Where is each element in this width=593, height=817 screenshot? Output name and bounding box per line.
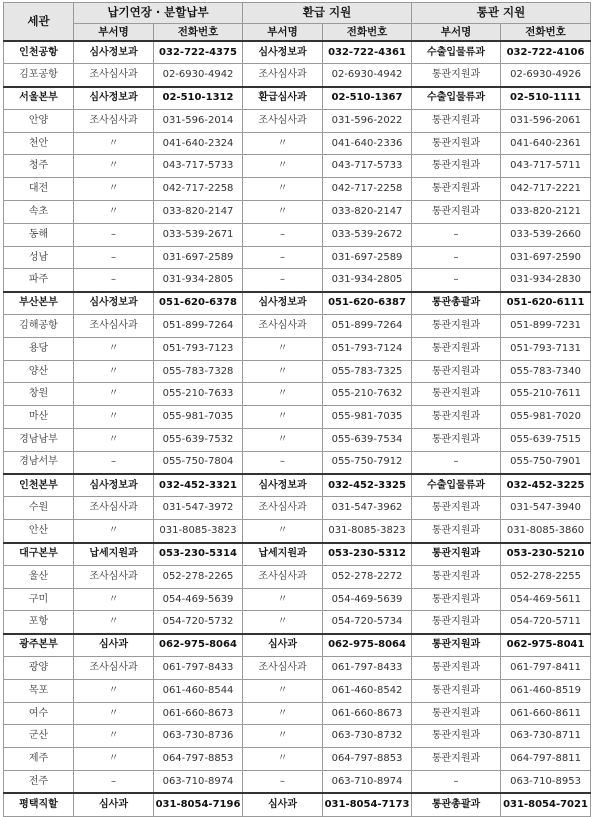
- refund-phone-cell: 054-469-5639: [323, 588, 412, 611]
- deferral-dept-cell: 심사정보과: [74, 87, 154, 110]
- deferral-phone-cell: 063-730-8736: [154, 725, 243, 748]
- table-row: [4, 315, 591, 338]
- refund-phone-cell: 042-717-2258: [323, 178, 412, 201]
- deferral-phone-cell: 033-539-2671: [154, 223, 243, 246]
- refund-phone-cell: 064-797-8853: [323, 748, 412, 771]
- deferral-dept-cell: –: [74, 269, 154, 292]
- table-row: [4, 429, 591, 452]
- clearance-phone-cell: 061-460-8519: [501, 679, 591, 702]
- refund-dept-cell: –: [243, 269, 323, 292]
- refund-phone-cell: 053-230-5312: [323, 543, 412, 566]
- table-row: [4, 588, 591, 611]
- refund-phone-cell: 054-720-5734: [323, 611, 412, 634]
- refund-dept-cell: –: [243, 451, 323, 474]
- clearance-phone-cell: 054-720-5711: [501, 611, 591, 634]
- refund-phone-cell: 032-722-4361: [323, 41, 412, 64]
- refund-dept-cell: 심사정보과: [243, 292, 323, 315]
- clearance-dept-cell: 통관지원과: [412, 132, 501, 155]
- clearance-dept-cell: 통관지원과: [412, 406, 501, 429]
- table-row: [4, 360, 591, 383]
- customs-office-cell: 여수: [4, 702, 74, 725]
- refund-dept-cell: –: [243, 223, 323, 246]
- deferral-phone-cell: 055-783-7328: [154, 360, 243, 383]
- table-row: [4, 679, 591, 702]
- clearance-phone-cell: 031-8085-3860: [501, 520, 591, 543]
- clearance-dept-cell: 통관총괄과: [412, 292, 501, 315]
- refund-phone-cell: 063-710-8974: [323, 771, 412, 794]
- refund-phone-cell: 02-6930-4942: [323, 64, 412, 87]
- deferral-dept-cell: 〃: [74, 383, 154, 406]
- clearance-dept-cell: 통관지원과: [412, 315, 501, 338]
- clearance-phone-cell: 033-539-2660: [501, 223, 591, 246]
- refund-phone-cell: 031-8054-7173: [323, 793, 412, 816]
- header-group-clearance: 통관 지원: [412, 3, 591, 24]
- refund-phone-cell: 041-640-2336: [323, 132, 412, 155]
- clearance-dept-cell: 통관총괄과: [412, 793, 501, 816]
- deferral-phone-cell: 031-934-2805: [154, 269, 243, 292]
- customs-office-cell: 경남서부: [4, 451, 74, 474]
- clearance-phone-cell: 055-210-7611: [501, 383, 591, 406]
- clearance-dept-cell: 통관지원과: [412, 657, 501, 680]
- refund-dept-cell: 조사심사과: [243, 64, 323, 87]
- clearance-dept-cell: 수출입물류과: [412, 474, 501, 497]
- customs-office-cell: 수원: [4, 497, 74, 520]
- customs-office-cell: 마산: [4, 406, 74, 429]
- table-row: [4, 771, 591, 794]
- deferral-phone-cell: 052-278-2265: [154, 565, 243, 588]
- table-row-headquarters: [4, 41, 591, 64]
- customs-office-cell: 청주: [4, 155, 74, 178]
- refund-dept-cell: 〃: [243, 725, 323, 748]
- clearance-phone-cell: 053-230-5210: [501, 543, 591, 566]
- customs-office-cell: 동해: [4, 223, 74, 246]
- customs-office-cell: 평택직할: [4, 793, 74, 816]
- table-row: [4, 178, 591, 201]
- deferral-phone-cell: 055-639-7532: [154, 429, 243, 452]
- deferral-phone-cell: 061-660-8673: [154, 702, 243, 725]
- deferral-phone-cell: 061-797-8433: [154, 657, 243, 680]
- table-row: [4, 657, 591, 680]
- deferral-dept-cell: 조사심사과: [74, 315, 154, 338]
- table-row: [4, 201, 591, 224]
- refund-phone-cell: 043-717-5733: [323, 155, 412, 178]
- customs-office-cell: 김포공항: [4, 64, 74, 87]
- deferral-dept-cell: 〃: [74, 520, 154, 543]
- table-row: [4, 383, 591, 406]
- customs-office-cell: 서울본부: [4, 87, 74, 110]
- header-row-sub: [4, 24, 591, 42]
- deferral-dept-cell: 〃: [74, 611, 154, 634]
- header-row-groups: [4, 3, 591, 24]
- customs-office-cell: 구미: [4, 588, 74, 611]
- deferral-dept-cell: –: [74, 771, 154, 794]
- refund-dept-cell: 〃: [243, 178, 323, 201]
- refund-dept-cell: 〃: [243, 588, 323, 611]
- refund-dept-cell: 조사심사과: [243, 109, 323, 132]
- clearance-phone-cell: 051-620-6111: [501, 292, 591, 315]
- deferral-dept-cell: 〃: [74, 725, 154, 748]
- table-row: [4, 565, 591, 588]
- refund-dept-cell: 〃: [243, 748, 323, 771]
- header-phone: 전화번호: [501, 24, 591, 42]
- deferral-dept-cell: 〃: [74, 337, 154, 360]
- clearance-phone-cell: 055-639-7515: [501, 429, 591, 452]
- clearance-phone-cell: 062-975-8041: [501, 634, 591, 657]
- deferral-dept-cell: –: [74, 451, 154, 474]
- deferral-phone-cell: 061-460-8544: [154, 679, 243, 702]
- table-row-headquarters: [4, 793, 591, 816]
- clearance-dept-cell: –: [412, 223, 501, 246]
- table-row-headquarters: [4, 87, 591, 110]
- refund-dept-cell: 〃: [243, 155, 323, 178]
- deferral-phone-cell: 051-793-7123: [154, 337, 243, 360]
- refund-dept-cell: 조사심사과: [243, 315, 323, 338]
- deferral-phone-cell: 054-469-5639: [154, 588, 243, 611]
- table-row: [4, 520, 591, 543]
- table-row-headquarters: [4, 543, 591, 566]
- customs-office-cell: 용당: [4, 337, 74, 360]
- deferral-dept-cell: 〃: [74, 155, 154, 178]
- deferral-dept-cell: 〃: [74, 178, 154, 201]
- table-row: [4, 406, 591, 429]
- refund-dept-cell: 〃: [243, 679, 323, 702]
- table-row-headquarters: [4, 292, 591, 315]
- deferral-dept-cell: 〃: [74, 360, 154, 383]
- deferral-phone-cell: 064-797-8853: [154, 748, 243, 771]
- refund-phone-cell: 063-730-8732: [323, 725, 412, 748]
- clearance-dept-cell: 통관지원과: [412, 679, 501, 702]
- customs-office-cell: 양산: [4, 360, 74, 383]
- refund-dept-cell: 심사정보과: [243, 474, 323, 497]
- refund-dept-cell: 〃: [243, 520, 323, 543]
- refund-dept-cell: 〃: [243, 132, 323, 155]
- clearance-dept-cell: –: [412, 269, 501, 292]
- deferral-phone-cell: 054-720-5732: [154, 611, 243, 634]
- refund-dept-cell: 〃: [243, 611, 323, 634]
- deferral-phone-cell: 055-210-7633: [154, 383, 243, 406]
- deferral-phone-cell: 032-452-3321: [154, 474, 243, 497]
- clearance-phone-cell: 055-750-7901: [501, 451, 591, 474]
- refund-phone-cell: 055-639-7534: [323, 429, 412, 452]
- clearance-phone-cell: 055-981-7020: [501, 406, 591, 429]
- deferral-dept-cell: 〃: [74, 429, 154, 452]
- refund-phone-cell: 033-820-2147: [323, 201, 412, 224]
- deferral-phone-cell: 051-899-7264: [154, 315, 243, 338]
- clearance-dept-cell: 통관지원과: [412, 201, 501, 224]
- clearance-dept-cell: 통관지원과: [412, 520, 501, 543]
- refund-phone-cell: 032-452-3325: [323, 474, 412, 497]
- clearance-dept-cell: 통관지원과: [412, 383, 501, 406]
- refund-phone-cell: 061-660-8673: [323, 702, 412, 725]
- customs-office-cell: 안양: [4, 109, 74, 132]
- deferral-dept-cell: 심사정보과: [74, 292, 154, 315]
- deferral-dept-cell: 조사심사과: [74, 497, 154, 520]
- refund-dept-cell: 〃: [243, 429, 323, 452]
- clearance-dept-cell: 통관지원과: [412, 429, 501, 452]
- deferral-phone-cell: 02-6930-4942: [154, 64, 243, 87]
- deferral-phone-cell: 051-620-6378: [154, 292, 243, 315]
- refund-phone-cell: 061-797-8433: [323, 657, 412, 680]
- refund-dept-cell: 심사과: [243, 634, 323, 657]
- header-phone: 전화번호: [323, 24, 412, 42]
- deferral-dept-cell: 〃: [74, 406, 154, 429]
- clearance-phone-cell: 051-899-7231: [501, 315, 591, 338]
- customs-office-cell: 천안: [4, 132, 74, 155]
- deferral-dept-cell: 조사심사과: [74, 565, 154, 588]
- refund-phone-cell: 02-510-1367: [323, 87, 412, 110]
- deferral-dept-cell: 〃: [74, 201, 154, 224]
- deferral-phone-cell: 031-547-3972: [154, 497, 243, 520]
- header-group-deferral: 납기연장 · 분할납부: [74, 3, 243, 24]
- refund-phone-cell: 051-899-7264: [323, 315, 412, 338]
- deferral-phone-cell: 033-820-2147: [154, 201, 243, 224]
- refund-dept-cell: –: [243, 246, 323, 269]
- customs-office-cell: 속초: [4, 201, 74, 224]
- refund-phone-cell: 052-278-2272: [323, 565, 412, 588]
- refund-phone-cell: 031-8085-3823: [323, 520, 412, 543]
- clearance-dept-cell: 통관지원과: [412, 588, 501, 611]
- table-row: [4, 132, 591, 155]
- customs-office-cell: 광양: [4, 657, 74, 680]
- clearance-phone-cell: 061-797-8411: [501, 657, 591, 680]
- table-row: [4, 223, 591, 246]
- deferral-dept-cell: 조사심사과: [74, 109, 154, 132]
- clearance-phone-cell: 031-934-2830: [501, 269, 591, 292]
- refund-phone-cell: 033-539-2672: [323, 223, 412, 246]
- table-row: [4, 497, 591, 520]
- header-group-refund: 환급 지원: [243, 3, 412, 24]
- deferral-phone-cell: 055-981-7035: [154, 406, 243, 429]
- table-row: [4, 109, 591, 132]
- clearance-dept-cell: 통관지원과: [412, 543, 501, 566]
- deferral-phone-cell: 063-710-8974: [154, 771, 243, 794]
- customs-office-cell: 안산: [4, 520, 74, 543]
- refund-phone-cell: 031-934-2805: [323, 269, 412, 292]
- clearance-dept-cell: –: [412, 771, 501, 794]
- table-row: [4, 64, 591, 87]
- clearance-phone-cell: 063-730-8711: [501, 725, 591, 748]
- refund-dept-cell: 조사심사과: [243, 657, 323, 680]
- table-row: [4, 748, 591, 771]
- deferral-phone-cell: 031-697-2589: [154, 246, 243, 269]
- table-row-headquarters: [4, 634, 591, 657]
- refund-dept-cell: 〃: [243, 406, 323, 429]
- customs-office-cell: 광주본부: [4, 634, 74, 657]
- refund-dept-cell: 〃: [243, 337, 323, 360]
- customs-office-cell: 파주: [4, 269, 74, 292]
- refund-dept-cell: 심사과: [243, 793, 323, 816]
- table-row: [4, 269, 591, 292]
- customs-office-cell: 제주: [4, 748, 74, 771]
- customs-office-cell: 창원: [4, 383, 74, 406]
- clearance-phone-cell: 054-469-5611: [501, 588, 591, 611]
- deferral-phone-cell: 031-8054-7196: [154, 793, 243, 816]
- clearance-dept-cell: 통관지원과: [412, 611, 501, 634]
- deferral-dept-cell: 심사과: [74, 793, 154, 816]
- table-header: [4, 3, 591, 42]
- table-row: [4, 702, 591, 725]
- clearance-dept-cell: –: [412, 451, 501, 474]
- clearance-dept-cell: –: [412, 246, 501, 269]
- clearance-phone-cell: 02-510-1111: [501, 87, 591, 110]
- customs-office-cell: 울산: [4, 565, 74, 588]
- clearance-phone-cell: 032-722-4106: [501, 41, 591, 64]
- clearance-phone-cell: 063-710-8953: [501, 771, 591, 794]
- clearance-phone-cell: 041-640-2361: [501, 132, 591, 155]
- customs-office-cell: 포항: [4, 611, 74, 634]
- deferral-dept-cell: 〃: [74, 679, 154, 702]
- deferral-dept-cell: 심사과: [74, 634, 154, 657]
- clearance-phone-cell: 033-820-2121: [501, 201, 591, 224]
- deferral-dept-cell: 〃: [74, 132, 154, 155]
- refund-phone-cell: 061-460-8542: [323, 679, 412, 702]
- customs-office-cell: 전주: [4, 771, 74, 794]
- clearance-phone-cell: 064-797-8811: [501, 748, 591, 771]
- deferral-phone-cell: 031-8085-3823: [154, 520, 243, 543]
- customs-office-cell: 군산: [4, 725, 74, 748]
- clearance-phone-cell: 031-547-3940: [501, 497, 591, 520]
- refund-phone-cell: 031-697-2589: [323, 246, 412, 269]
- clearance-dept-cell: 통관지원과: [412, 748, 501, 771]
- clearance-phone-cell: 031-8054-7021: [501, 793, 591, 816]
- clearance-phone-cell: 02-6930-4926: [501, 64, 591, 87]
- clearance-dept-cell: 통관지원과: [412, 497, 501, 520]
- deferral-dept-cell: 〃: [74, 588, 154, 611]
- header-dept: 부서명: [74, 24, 154, 42]
- clearance-phone-cell: 052-278-2255: [501, 565, 591, 588]
- deferral-phone-cell: 053-230-5314: [154, 543, 243, 566]
- table-row: [4, 246, 591, 269]
- refund-phone-cell: 055-210-7632: [323, 383, 412, 406]
- clearance-dept-cell: 통관지원과: [412, 634, 501, 657]
- header-dept: 부서명: [412, 24, 501, 42]
- customs-office-cell: 대전: [4, 178, 74, 201]
- table-row: [4, 451, 591, 474]
- clearance-dept-cell: 통관지원과: [412, 725, 501, 748]
- refund-dept-cell: 조사심사과: [243, 565, 323, 588]
- clearance-phone-cell: 043-717-5711: [501, 155, 591, 178]
- deferral-phone-cell: 041-640-2324: [154, 132, 243, 155]
- deferral-phone-cell: 032-722-4375: [154, 41, 243, 64]
- deferral-dept-cell: 심사정보과: [74, 41, 154, 64]
- clearance-phone-cell: 051-793-7131: [501, 337, 591, 360]
- deferral-dept-cell: 심사정보과: [74, 474, 154, 497]
- customs-contact-table: [3, 2, 591, 817]
- deferral-phone-cell: 043-717-5733: [154, 155, 243, 178]
- deferral-dept-cell: 〃: [74, 702, 154, 725]
- customs-office-cell: 성남: [4, 246, 74, 269]
- clearance-dept-cell: 통관지원과: [412, 64, 501, 87]
- clearance-dept-cell: 수출입물류과: [412, 87, 501, 110]
- header-dept: 부서명: [243, 24, 323, 42]
- table-row: [4, 725, 591, 748]
- header-customs-office: 세관: [4, 3, 74, 42]
- refund-dept-cell: 납세지원과: [243, 543, 323, 566]
- deferral-phone-cell: 062-975-8064: [154, 634, 243, 657]
- refund-dept-cell: 환급심사과: [243, 87, 323, 110]
- customs-office-cell: 목포: [4, 679, 74, 702]
- refund-phone-cell: 062-975-8064: [323, 634, 412, 657]
- customs-office-cell: 인천공항: [4, 41, 74, 64]
- deferral-phone-cell: 042-717-2258: [154, 178, 243, 201]
- clearance-phone-cell: 032-452-3225: [501, 474, 591, 497]
- clearance-phone-cell: 031-697-2590: [501, 246, 591, 269]
- customs-office-cell: 김해공항: [4, 315, 74, 338]
- clearance-dept-cell: 통관지원과: [412, 178, 501, 201]
- deferral-phone-cell: 055-750-7804: [154, 451, 243, 474]
- table-body: [4, 41, 591, 816]
- deferral-dept-cell: 조사심사과: [74, 657, 154, 680]
- customs-office-cell: 대구본부: [4, 543, 74, 566]
- clearance-dept-cell: 통관지원과: [412, 155, 501, 178]
- clearance-dept-cell: 통관지원과: [412, 565, 501, 588]
- deferral-dept-cell: –: [74, 246, 154, 269]
- customs-office-cell: 부산본부: [4, 292, 74, 315]
- refund-phone-cell: 051-620-6387: [323, 292, 412, 315]
- refund-phone-cell: 031-596-2022: [323, 109, 412, 132]
- table-row: [4, 155, 591, 178]
- clearance-phone-cell: 031-596-2061: [501, 109, 591, 132]
- refund-dept-cell: 〃: [243, 383, 323, 406]
- refund-phone-cell: 055-750-7912: [323, 451, 412, 474]
- customs-office-cell: 인천본부: [4, 474, 74, 497]
- customs-office-cell: 경남남부: [4, 429, 74, 452]
- refund-phone-cell: 055-981-7035: [323, 406, 412, 429]
- refund-dept-cell: 심사정보과: [243, 41, 323, 64]
- clearance-dept-cell: 통관지원과: [412, 337, 501, 360]
- deferral-dept-cell: 납세지원과: [74, 543, 154, 566]
- clearance-dept-cell: 수출입물류과: [412, 41, 501, 64]
- clearance-phone-cell: 061-660-8611: [501, 702, 591, 725]
- refund-phone-cell: 055-783-7325: [323, 360, 412, 383]
- table-row: [4, 611, 591, 634]
- clearance-phone-cell: 055-783-7340: [501, 360, 591, 383]
- refund-dept-cell: 조사심사과: [243, 497, 323, 520]
- clearance-dept-cell: 통관지원과: [412, 702, 501, 725]
- refund-dept-cell: 〃: [243, 201, 323, 224]
- header-phone: 전화번호: [154, 24, 243, 42]
- deferral-phone-cell: 02-510-1312: [154, 87, 243, 110]
- clearance-phone-cell: 042-717-2221: [501, 178, 591, 201]
- deferral-phone-cell: 031-596-2014: [154, 109, 243, 132]
- deferral-dept-cell: –: [74, 223, 154, 246]
- deferral-dept-cell: 〃: [74, 748, 154, 771]
- clearance-dept-cell: 통관지원과: [412, 109, 501, 132]
- refund-dept-cell: –: [243, 771, 323, 794]
- refund-phone-cell: 051-793-7124: [323, 337, 412, 360]
- table-row: [4, 337, 591, 360]
- refund-dept-cell: 〃: [243, 702, 323, 725]
- refund-phone-cell: 031-547-3962: [323, 497, 412, 520]
- table-row-headquarters: [4, 474, 591, 497]
- clearance-dept-cell: 통관지원과: [412, 360, 501, 383]
- refund-dept-cell: 〃: [243, 360, 323, 383]
- deferral-dept-cell: 조사심사과: [74, 64, 154, 87]
